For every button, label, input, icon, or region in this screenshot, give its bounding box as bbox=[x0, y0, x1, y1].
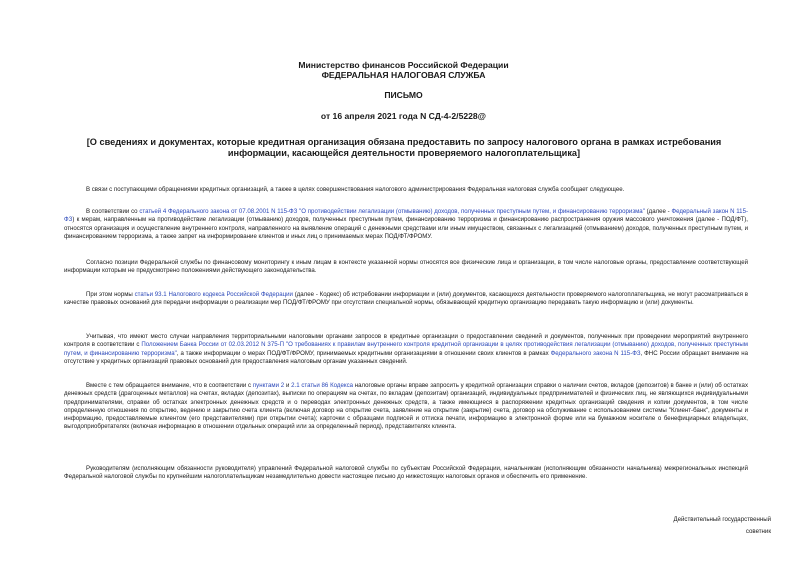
paragraph-instructions: Руководителям (исполняющим обязанности руководителя) управлений Федеральной налоговой службы по субъектам Российской Федерации, начальникам (исполняющим обязанности начальника) межрегиональных инспекций Федеральной налоговой службы по крупнейшим налогоплательщикам незамедлительно довести настоящее письмо до нижестоящих налоговых органов и обеспечить его применение. bbox=[64, 465, 748, 481]
service-name: ФЕДЕРАЛЬНАЯ НАЛОГОВАЯ СЛУЖБА bbox=[321, 70, 486, 80]
law-115-link[interactable]: Федеральный закон N 115-ФЗ bbox=[64, 208, 748, 224]
signatory-title-line1: Действительный государственный bbox=[673, 516, 771, 523]
text-segment: При этом нормы bbox=[86, 291, 135, 298]
document-date-number: от 16 апреля 2021 года N СД-4-2/5228@ bbox=[320, 111, 487, 121]
text-segment: ) к мерам, направленным на противодействие легализации (отмыванию) доходов, полученных преступным путем, финансированию терроризма и финансированию распространения оружия массового уничтожения (далее - ПОД/ФТ), относятся организация и осуществление внутреннего контроля, направленного на выявление операций с денежными средствами или иным имуществом, связанных с легализацией (отмыванием) доходов, полученных преступным путем, и финансированием терроризма, а также запрет на информирование клиентов и иных лиц о принимаемых мерах ПОД/ФТ/ФРОМУ. bbox=[64, 216, 748, 240]
text-segment: (далее - Кодекс) об истребовании информации и (или) документов, касающихся деятельности проверяемого налогоплательщика, не могут рассматриваться в качестве правовых оснований для передачи информации о реализации мер ПОД/ФТ/ФРОМУ при отсутствии специальной нормы, обязывающей кредитную организацию передавать такую информацию и (или) документы. bbox=[64, 291, 748, 307]
text-segment: , ФНС России обращает внимание на отсутствие у кредитных организаций правовых оснований для предоставления налоговым органам указанных сведений. bbox=[64, 349, 748, 365]
law-115-link[interactable]: Федерального закона N 115-ФЗ bbox=[550, 349, 641, 357]
signatory-title-line2: советник bbox=[745, 528, 771, 535]
article-86-clause-2-link[interactable]: пунктами 2 bbox=[252, 382, 285, 389]
text-segment: , а также информации о мерах ПОД/ФТ/ФРОМУ, принимаемых кредитными организациями в отношении своих клиентов в рамках bbox=[176, 349, 551, 357]
document-type: ПИСЬМО bbox=[384, 90, 423, 100]
text-segment: (далее - bbox=[644, 208, 672, 215]
text-segment: Вместе с тем обращается внимание, что в соответствии с bbox=[86, 382, 253, 389]
paragraph-aml-law bbox=[64, 208, 748, 241]
paragraph-intro: В связи с поступающими обращениями кредитных организаций, а также в целях совершенствования налогового администрирования Федеральная налоговая служба сообщает следующее. bbox=[86, 186, 625, 193]
text-segment: Учитывая, что имеют место случаи направления территориальными налоговыми органами запросов в кредитные организации о предоставлении сведений и документов, полученных при проведении мероприятий внутреннего контроля в соответствии с bbox=[64, 333, 748, 349]
document-subject: [О сведениях и документах, которые кредитная организация обязана предоставить по запросу налогового органа в рамках истребования информации, касающейся деятельности проверяемого налогоплательщика] bbox=[86, 137, 722, 158]
paragraph-rosfinmonitoring: Согласно позиции Федеральной службы по финансовому мониторингу к иным лицам в контексте указанной нормы относятся все физические лица и организации, в том числе налоговые органы, предоставление соответствующей информации которым не предусмотрено положениями действующего законодательства. bbox=[64, 259, 748, 275]
paragraph-bank-of-russia bbox=[64, 333, 748, 366]
paragraph-article-86 bbox=[64, 382, 748, 432]
law-115-article-4-link[interactable]: статьей 4 Федерального закона от 07.08.2001 N 115-ФЗ "О противодействии легализации (отмыванию) доходов, полученных преступным путем, и финансированию терроризма" bbox=[139, 208, 645, 215]
text-segment: и bbox=[284, 382, 292, 389]
regulation-375-p-link[interactable]: Положением Банка России от 02.03.2012 N 375-П "О требованиях к правилам внутреннего контроля кредитной организации в целях противодействия легализации (отмыванию) доходов, полученных преступным путем, и финансированию терроризма" bbox=[64, 341, 748, 357]
text-segment: В соответствии со bbox=[86, 208, 140, 215]
article-86-clause-2-1-link[interactable]: 2.1 статьи 86 Кодекса bbox=[291, 382, 353, 389]
text-segment: налоговые органы вправе запросить у кредитной организации справки о наличии счетов, вкладов (депозитов) в банке и (или) об остатках денежных средств (драгоценных металлов) на счетах, вкладах (депозитах), выписки по операциям на счетах, по вкладам (депозитам) организаций, индивидуальных предпринимателей и физических лиц, не являющихся индивидуальными предпринимателями, справки об остатках электронных денежных средств и о переводах электронных денежных средств, а также имеющиеся в распоряжении кредитных организаций сведения и копии документов, в том числе определенную отношения по открытию, ведению и закрытию счета клиента (включая договор на открытие счета, заявление на открытие (закрытие) счета, договор на обслуживание с использованием системы "Клиент-банк", документы и информацию, предоставляемые клиентом (его представителями) при открытии счета); карточки с образцами подписей и оттиска печати, информацию в электронной форме или на бумажном носителе о бенефициарных владельцах, выгодоприобретателях (включая информацию в отношении отдельных операций или за определенный период), представителях клиента. bbox=[64, 382, 748, 431]
tax-code-article-93-1-link[interactable]: статьи 93.1 Налогового кодекса Российской Федерации bbox=[134, 291, 293, 298]
ministry-name: Министерство финансов Российской Федерации bbox=[298, 60, 509, 70]
paragraph-tax-code bbox=[64, 291, 748, 308]
